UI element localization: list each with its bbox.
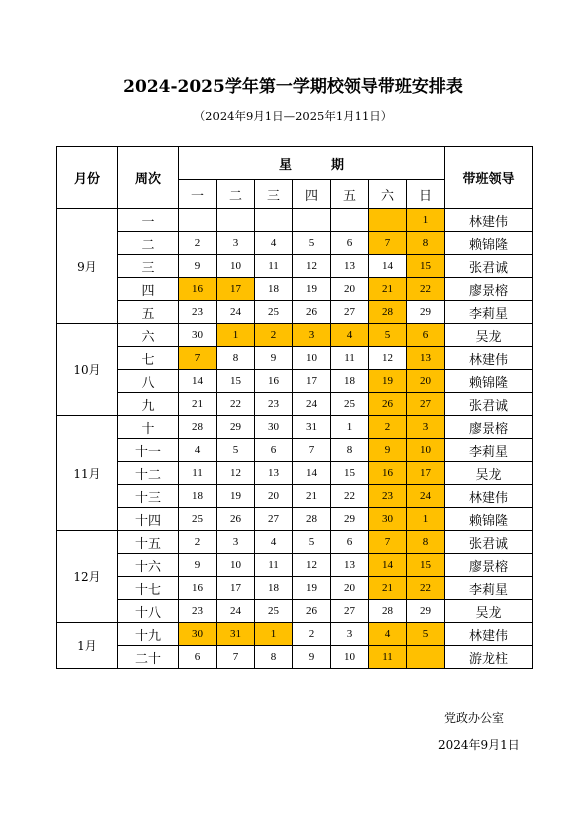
- month-cell: 12月: [57, 531, 118, 623]
- week-cell: 十一: [118, 439, 179, 462]
- leader-cell: 林建伟: [445, 485, 533, 508]
- week-cell: 一: [118, 209, 179, 232]
- leader-cell: 林建伟: [445, 209, 533, 232]
- date-range-subtitle: （2024年9月1日—2025年1月11日）: [193, 109, 393, 123]
- week-cell: 九: [118, 393, 179, 416]
- table-row: [57, 324, 533, 347]
- week-cell: 八: [118, 370, 179, 393]
- week-cell: 三: [118, 255, 179, 278]
- date-cell: 15: [331, 462, 369, 485]
- leader-cell: 李莉星: [445, 301, 533, 324]
- date-cell: 11: [255, 255, 293, 278]
- date-cell: 3: [217, 531, 255, 554]
- date-cell: 5: [369, 324, 407, 347]
- date-cell: 4: [369, 623, 407, 646]
- date-cell: 20: [331, 278, 369, 301]
- date-cell: 4: [255, 232, 293, 255]
- week-cell: 二十: [118, 646, 179, 669]
- date-cell: 16: [179, 577, 217, 600]
- date-cell: 2: [255, 324, 293, 347]
- date-cell: 13: [331, 554, 369, 577]
- duty-schedule-table: [56, 146, 533, 669]
- date-cell: 3: [217, 232, 255, 255]
- date-cell: 18: [179, 485, 217, 508]
- date-cell: 30: [179, 623, 217, 646]
- date-cell: 19: [293, 278, 331, 301]
- weekday-header: 六: [369, 180, 407, 209]
- date-cell: 27: [331, 301, 369, 324]
- date-cell: 10: [331, 646, 369, 669]
- date-cell: 16: [369, 462, 407, 485]
- date-cell: 30: [369, 508, 407, 531]
- date-cell: 11: [179, 462, 217, 485]
- date-cell: 14: [179, 370, 217, 393]
- date-cell: 14: [293, 462, 331, 485]
- date-cell: [407, 646, 445, 669]
- date-cell: [179, 209, 217, 232]
- date-cell: 24: [407, 485, 445, 508]
- date-cell: 7: [293, 439, 331, 462]
- date-cell: 13: [331, 255, 369, 278]
- week-cell: 二: [118, 232, 179, 255]
- leader-cell: 李莉星: [445, 439, 533, 462]
- leader-cell: 赖锦隆: [445, 508, 533, 531]
- table-row: [57, 278, 533, 301]
- week-cell: 十六: [118, 554, 179, 577]
- table-row: [57, 209, 533, 232]
- weekday-header: 三: [255, 180, 293, 209]
- date-cell: 24: [217, 600, 255, 623]
- date-cell: 7: [369, 531, 407, 554]
- date-cell: 29: [407, 600, 445, 623]
- leader-header: 带班领导: [445, 147, 533, 209]
- date-cell: 29: [217, 416, 255, 439]
- month-cell: 10月: [57, 324, 118, 416]
- date-cell: 25: [255, 301, 293, 324]
- date-cell: 10: [217, 554, 255, 577]
- date-cell: 28: [179, 416, 217, 439]
- date-cell: 18: [255, 278, 293, 301]
- date-cell: 19: [293, 577, 331, 600]
- date-cell: 21: [369, 278, 407, 301]
- weekday-header: 一: [179, 180, 217, 209]
- date-cell: 15: [407, 554, 445, 577]
- date-cell: 7: [369, 232, 407, 255]
- week-cell: 十二: [118, 462, 179, 485]
- date-cell: 4: [331, 324, 369, 347]
- week-header: 周次: [118, 147, 179, 209]
- date-cell: 9: [255, 347, 293, 370]
- leader-cell: 吴龙: [445, 600, 533, 623]
- date-cell: 3: [407, 416, 445, 439]
- weekday-group-header: 星 期: [179, 147, 445, 180]
- date-cell: 29: [331, 508, 369, 531]
- date-cell: 23: [179, 600, 217, 623]
- date-cell: 1: [407, 209, 445, 232]
- date-cell: 15: [407, 255, 445, 278]
- table-row: [57, 554, 533, 577]
- date-cell: 1: [255, 623, 293, 646]
- date-cell: 2: [179, 232, 217, 255]
- month-cell: 11月: [57, 416, 118, 531]
- date-cell: 18: [255, 577, 293, 600]
- week-cell: 十八: [118, 600, 179, 623]
- date-cell: 3: [293, 324, 331, 347]
- date-cell: 22: [331, 485, 369, 508]
- table-row: [57, 347, 533, 370]
- date-cell: 6: [331, 531, 369, 554]
- date-cell: 13: [407, 347, 445, 370]
- date-cell: 31: [217, 623, 255, 646]
- table-row: [57, 577, 533, 600]
- leader-cell: 游龙柱: [445, 646, 533, 669]
- date-cell: 11: [369, 646, 407, 669]
- week-cell: 四: [118, 278, 179, 301]
- date-cell: 1: [407, 508, 445, 531]
- date-cell: 17: [407, 462, 445, 485]
- date-cell: 25: [179, 508, 217, 531]
- date-cell: 11: [255, 554, 293, 577]
- date-cell: 4: [255, 531, 293, 554]
- date-cell: 4: [179, 439, 217, 462]
- date-cell: 15: [217, 370, 255, 393]
- leader-cell: 林建伟: [445, 623, 533, 646]
- date-cell: 20: [331, 577, 369, 600]
- date-cell: 20: [407, 370, 445, 393]
- weekday-header: 二: [217, 180, 255, 209]
- date-cell: 12: [293, 255, 331, 278]
- date-cell: 26: [293, 600, 331, 623]
- date-cell: 28: [369, 301, 407, 324]
- month-cell: 1月: [57, 623, 118, 669]
- week-cell: 十九: [118, 623, 179, 646]
- leader-cell: 林建伟: [445, 347, 533, 370]
- date-cell: 21: [179, 393, 217, 416]
- date-cell: 21: [369, 577, 407, 600]
- date-cell: 25: [255, 600, 293, 623]
- date-cell: 24: [217, 301, 255, 324]
- date-cell: [255, 209, 293, 232]
- date-cell: 29: [407, 301, 445, 324]
- table-row: [57, 370, 533, 393]
- date-cell: 14: [369, 255, 407, 278]
- date-cell: 25: [331, 393, 369, 416]
- date-cell: 9: [293, 646, 331, 669]
- date-cell: 30: [255, 416, 293, 439]
- table-row: [57, 531, 533, 554]
- date-cell: 31: [293, 416, 331, 439]
- table-row: [57, 600, 533, 623]
- date-cell: 9: [179, 554, 217, 577]
- month-header: 月份: [57, 147, 118, 209]
- date-cell: 19: [217, 485, 255, 508]
- leader-cell: 廖景榕: [445, 416, 533, 439]
- date-cell: 12: [217, 462, 255, 485]
- date-cell: 23: [369, 485, 407, 508]
- table-row: [57, 301, 533, 324]
- date-cell: 8: [407, 232, 445, 255]
- date-cell: 5: [293, 232, 331, 255]
- date-cell: 27: [255, 508, 293, 531]
- date-cell: [217, 209, 255, 232]
- date-cell: 23: [255, 393, 293, 416]
- date-cell: 8: [407, 531, 445, 554]
- date-cell: 22: [407, 577, 445, 600]
- date-cell: [293, 209, 331, 232]
- leader-cell: 赖锦隆: [445, 232, 533, 255]
- date-cell: 8: [255, 646, 293, 669]
- table-row: [57, 232, 533, 255]
- date-cell: 13: [255, 462, 293, 485]
- date-cell: 5: [217, 439, 255, 462]
- date-cell: 20: [255, 485, 293, 508]
- table-row: [57, 393, 533, 416]
- date-cell: 26: [293, 301, 331, 324]
- date-cell: 5: [407, 623, 445, 646]
- leader-cell: 张君诚: [445, 531, 533, 554]
- page-title: 2024-2025学年第一学期校领导带班安排表: [123, 77, 463, 97]
- date-cell: 19: [369, 370, 407, 393]
- date-cell: 6: [331, 232, 369, 255]
- date-cell: 10: [293, 347, 331, 370]
- leader-cell: 张君诚: [445, 393, 533, 416]
- date-cell: 9: [369, 439, 407, 462]
- date-cell: 22: [217, 393, 255, 416]
- date-cell: 6: [179, 646, 217, 669]
- date-cell: 22: [407, 278, 445, 301]
- leader-cell: 赖锦隆: [445, 370, 533, 393]
- date-cell: 27: [331, 600, 369, 623]
- week-cell: 十四: [118, 508, 179, 531]
- date-cell: 27: [407, 393, 445, 416]
- date-cell: 2: [293, 623, 331, 646]
- date-cell: 7: [217, 646, 255, 669]
- leader-cell: 廖景榕: [445, 554, 533, 577]
- table-row: [57, 623, 533, 646]
- date-cell: 10: [407, 439, 445, 462]
- date-cell: 2: [369, 416, 407, 439]
- leader-cell: 吴龙: [445, 462, 533, 485]
- date-cell: 17: [217, 278, 255, 301]
- week-cell: 七: [118, 347, 179, 370]
- leader-cell: 廖景榕: [445, 278, 533, 301]
- table-row: [57, 508, 533, 531]
- table-row: [57, 485, 533, 508]
- date-cell: 26: [217, 508, 255, 531]
- leader-cell: 李莉星: [445, 577, 533, 600]
- date-cell: 16: [179, 278, 217, 301]
- date-cell: 3: [331, 623, 369, 646]
- date-cell: 28: [293, 508, 331, 531]
- date-cell: [331, 209, 369, 232]
- week-cell: 五: [118, 301, 179, 324]
- table-row: [57, 416, 533, 439]
- date-cell: 7: [179, 347, 217, 370]
- table-row: [57, 646, 533, 669]
- date-cell: 23: [179, 301, 217, 324]
- date-cell: 24: [293, 393, 331, 416]
- table-row: [57, 439, 533, 462]
- date-cell: 16: [255, 370, 293, 393]
- date-cell: [369, 209, 407, 232]
- leader-cell: 吴龙: [445, 324, 533, 347]
- week-cell: 十五: [118, 531, 179, 554]
- date-cell: 8: [331, 439, 369, 462]
- date-cell: 12: [369, 347, 407, 370]
- date-cell: 1: [217, 324, 255, 347]
- issue-date: 2024年9月1日: [438, 738, 520, 752]
- date-cell: 17: [293, 370, 331, 393]
- date-cell: 8: [217, 347, 255, 370]
- date-cell: 10: [217, 255, 255, 278]
- week-cell: 十: [118, 416, 179, 439]
- date-cell: 21: [293, 485, 331, 508]
- date-cell: 26: [369, 393, 407, 416]
- weekday-header: 五: [331, 180, 369, 209]
- week-cell: 十七: [118, 577, 179, 600]
- month-cell: 9月: [57, 209, 118, 324]
- date-cell: 6: [407, 324, 445, 347]
- date-cell: 11: [331, 347, 369, 370]
- week-cell: 十三: [118, 485, 179, 508]
- date-cell: 5: [293, 531, 331, 554]
- table-row: [57, 462, 533, 485]
- date-cell: 30: [179, 324, 217, 347]
- date-cell: 12: [293, 554, 331, 577]
- issuing-office: 党政办公室: [444, 711, 505, 725]
- leader-cell: 张君诚: [445, 255, 533, 278]
- date-cell: 17: [217, 577, 255, 600]
- date-cell: 2: [179, 531, 217, 554]
- date-cell: 14: [369, 554, 407, 577]
- date-cell: 9: [179, 255, 217, 278]
- date-cell: 28: [369, 600, 407, 623]
- date-cell: 6: [255, 439, 293, 462]
- week-cell: 六: [118, 324, 179, 347]
- table-row: [57, 255, 533, 278]
- weekday-header: 四: [293, 180, 331, 209]
- date-cell: 1: [331, 416, 369, 439]
- date-cell: 18: [331, 370, 369, 393]
- weekday-header: 日: [407, 180, 445, 209]
